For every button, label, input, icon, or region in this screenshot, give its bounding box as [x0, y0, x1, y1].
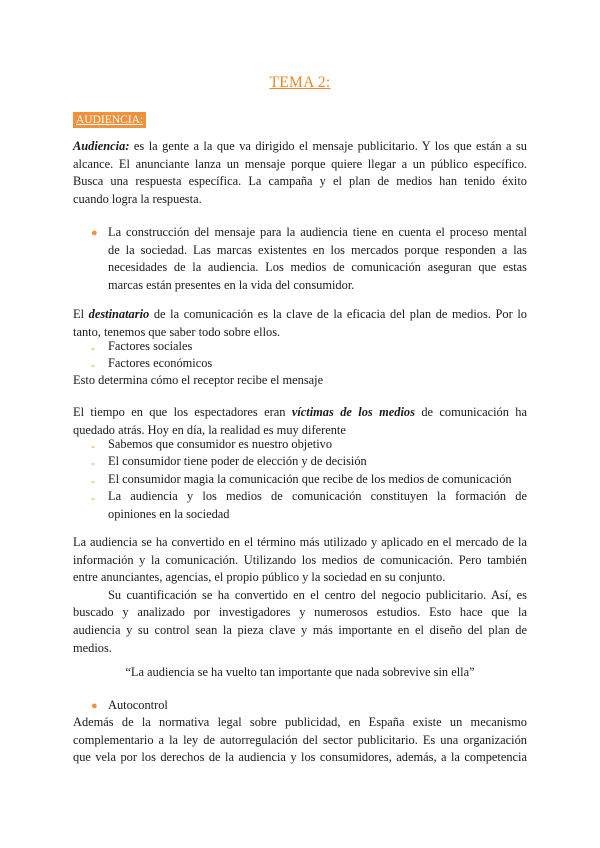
quote: “La audiencia se ha vuelto tan importante que nada sobrevive sin ella” — [125, 665, 475, 679]
text-line: audiencia y su control sean la pieza clave y más importante en el diseño del plan de — [73, 622, 527, 637]
paragraph-audiencia — [73, 138, 527, 208]
dash-marker: - — [91, 491, 95, 505]
page-title: TEMA 2: — [269, 74, 331, 91]
text-span: es la gente a la que va dirigido el mensaje publicitario. Y los que están a su — [129, 139, 527, 153]
bullet-dot: ● — [91, 700, 98, 712]
text-line: información y la comunicación. Utilizando los medios de comunicación. Pero también — [73, 552, 527, 567]
text-line: quedado atrás. Hoy en día, la realidad es muy diferente — [73, 422, 346, 437]
text-span: El — [73, 307, 89, 321]
list-item: Factores económicos — [108, 356, 213, 370]
text-line: tanto, tenemos que saber todo sobre ellos. — [73, 324, 281, 339]
text-line: La audiencia y los medios de comunicación constituyen la formación de — [108, 489, 527, 503]
text-line — [73, 138, 527, 156]
list-item: El consumidor tiene poder de elección y de decisión — [108, 454, 367, 468]
text-line: alcance. El anunciante lanza un mensaje porque quiere llegar a un público específico. — [73, 156, 527, 171]
text-span: El tiempo en que los espectadores eran — [73, 405, 292, 419]
term-destinatario: destinatario — [88, 307, 150, 321]
text-line: cuando logra la respuesta. — [73, 191, 202, 206]
dash-marker: - — [91, 439, 95, 453]
dash-marker: - — [91, 341, 95, 355]
text-span: de comunicación ha — [414, 405, 527, 419]
text-line: que vela por los derechos de la audiencia y los consumidores, además, a la competencia — [73, 750, 527, 765]
dash-marker: - — [91, 474, 95, 488]
list-item: El consumidor magia la comunicación que recibe de los medios de comunicación — [108, 472, 512, 486]
text-line: de la sociedad. Las marcas existentes en los mercados porque responden a las — [108, 242, 527, 257]
bullet-dot: ● — [91, 227, 98, 239]
text-line: entre anunciantes, agencias, el propio público y la sociedad en su conjunto. — [73, 570, 446, 585]
dash-marker: - — [91, 456, 95, 470]
list-item — [108, 488, 527, 523]
text-line: Esto determina cómo el receptor recibe el mensaje — [73, 373, 324, 387]
text-line — [73, 404, 527, 422]
paragraph-victimas — [73, 404, 527, 439]
dash-marker: - — [91, 358, 95, 372]
text-line: Busca una respuesta específica. La campaña y el plan de medios han tenido éxito — [73, 174, 527, 189]
section-heading: AUDIENCIA: — [73, 112, 146, 128]
text-line: La construcción del mensaje para la audiencia tiene en cuenta el proceso mental — [108, 225, 527, 239]
text-span: de la comunicación es la clave de la eficacia del plan de medios. Por lo — [149, 307, 527, 321]
text-line: complementario a la ley de autorregulación del sector publicitario. Es una organización — [73, 732, 527, 747]
bullet-heading: Autocontrol — [108, 698, 168, 712]
term-victimas: víctimas de los medios — [291, 405, 415, 419]
text-line: buscado y analizado por investigadores y numerosos estudios. Esto hace que la — [73, 605, 527, 620]
text-line: necesidades de la audiencia. Los medios de comunicación aseguran que estas — [108, 260, 527, 275]
paragraph-autocontrol — [73, 714, 527, 767]
list-item: Sabemos que consumidor es nuestro objetivo — [108, 437, 333, 451]
paragraph-destinatario — [73, 306, 527, 341]
text-line: medios. — [73, 640, 112, 655]
list-item: Factores sociales — [108, 339, 193, 353]
paragraph-cuantificacion — [73, 534, 527, 657]
text-line — [73, 306, 527, 324]
text-line: Además de la normativa legal sobre publicidad, en España existe un mecanismo — [73, 715, 527, 729]
text-line: Su cuantificación se ha convertido en el centro del negocio publicitario. Así, es — [108, 587, 527, 602]
bullet-paragraph — [108, 224, 527, 294]
text-line: marcas están presentes en la vida del consumidor. — [108, 277, 355, 292]
text-line: La audiencia se ha convertido en el término más utilizado y aplicado en el mercado de la — [73, 535, 527, 549]
text-line: opiniones en la sociedad — [108, 506, 230, 521]
term-audiencia: Audiencia: — [73, 139, 130, 153]
